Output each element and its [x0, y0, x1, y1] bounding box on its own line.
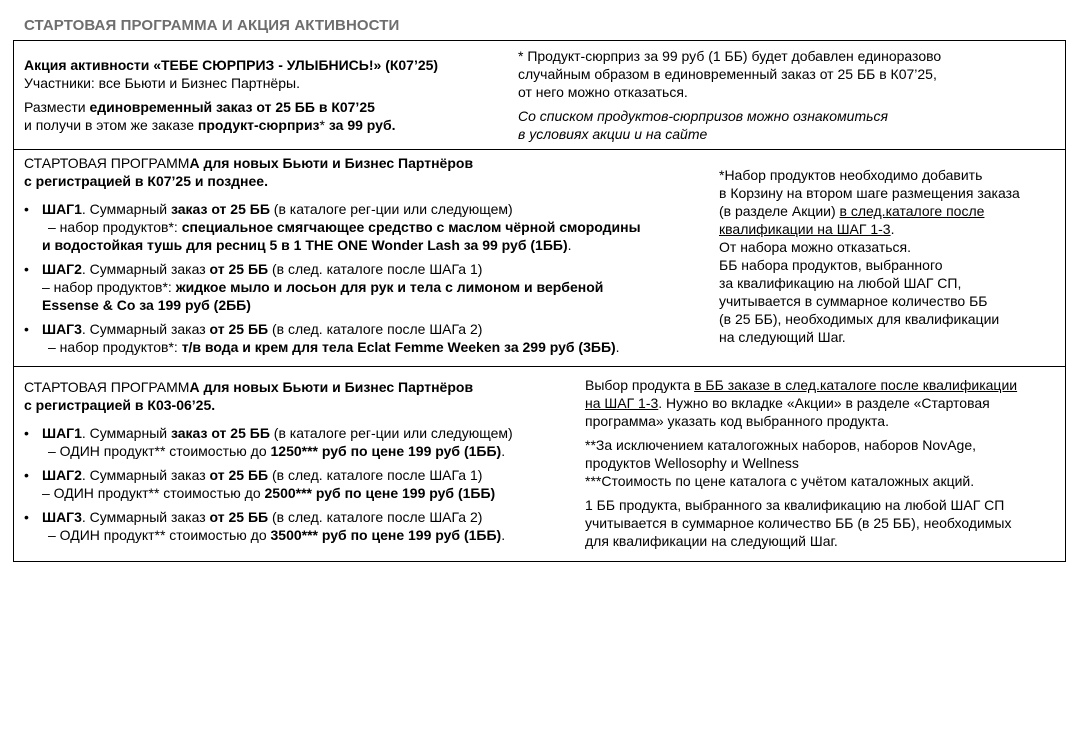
bullet-icon: •	[24, 509, 29, 525]
bullet-icon: •	[24, 261, 29, 277]
section-heading: СТАРТОВАЯ ПРОГРАММА для новых Бьюти и Бизнес Партнёров	[24, 379, 474, 395]
activity-promo-offer-line2: и получи в этом же заказе продукт-сюрприз* за 99 руб.	[24, 117, 396, 133]
step-1: • ШАГ1. Суммарный заказ от 25 ББ (в каталоге рег-ции или следующем) – ОДИН продукт** стоимостью до 1250*** руб по цене 199 руб (1ББ).	[24, 425, 513, 459]
note-line: учитывается в суммарное количество ББ (в 25 ББ), необходимых	[585, 515, 1012, 531]
note-line: Выбор продукта в ББ заказе в след.каталоге после квалификации	[585, 377, 1018, 393]
activity-promo-heading: Акция активности «ТЕБЕ СЮРПРИЗ - УЛЫБНИСЬ!» (К07’25)	[24, 57, 439, 73]
step-2: • ШАГ2. Суммарный заказ от 25 ББ (в след. каталоге после ШАГа 1) – ОДИН продукт** стоимостью до 2500*** руб по цене 199 руб (1ББ)	[24, 467, 496, 501]
note-line: (в 25 ББ), необходимых для квалификации	[719, 311, 1000, 327]
section-heading: СТАРТОВАЯ ПРОГРАММА для новых Бьюти и Бизнес Партнёров	[24, 155, 474, 171]
starter-program-k07-section	[14, 149, 1065, 367]
note-line: От набора можно отказаться.	[719, 239, 912, 255]
step-2: • ШАГ2. Суммарный заказ от 25 ББ (в след. каталоге после ШАГа 1) – набор продуктов*: жидкое мыло и лосьон для рук и тела с лимоном и вербеной Essense & Co за 199 руб (2ББ)	[24, 261, 604, 313]
starter-program-k07-main	[24, 154, 714, 356]
activity-promo-main	[24, 56, 504, 134]
note-line: от него можно отказаться.	[518, 84, 688, 100]
note-line: продуктов Wellosophy и Wellness	[585, 455, 799, 471]
section-heading-line2: с регистрацией в К07’25 и позднее.	[24, 173, 268, 189]
starter-program-k03-section	[14, 366, 1065, 562]
note-line: 1 ББ продукта, выбранного за квалификацию на любой ШАГ СП	[585, 497, 1005, 513]
bullet-icon: •	[24, 467, 29, 483]
bullet-icon: •	[24, 201, 29, 217]
bullet-icon: •	[24, 321, 29, 337]
step-3: • ШАГ3. Суммарный заказ от 25 ББ (в след. каталоге после ШАГа 2) – набор продуктов*: т/в вода и крем для тела Eclat Femme Weeken за 299 руб (3ББ).	[24, 321, 620, 355]
note-line: (в разделе Акции) в след.каталоге после	[719, 203, 985, 219]
starter-program-k07-note	[719, 166, 1064, 346]
activity-promo-note	[518, 47, 1058, 143]
starter-program-k03-note	[585, 376, 1063, 550]
note-line: в Корзину на втором шаге размещения заказа	[719, 185, 1020, 201]
note-line: ***Стоимость по цене каталога с учётом каталожных акций.	[585, 473, 975, 489]
note-line: для квалификации на следующий Шаг.	[585, 533, 838, 549]
bullet-icon: •	[24, 425, 29, 441]
note-line: ББ набора продуктов, выбранного	[719, 257, 943, 273]
note-line: на следующий Шаг.	[719, 329, 846, 345]
section-heading-line2: с регистрацией в К03-06’25.	[24, 397, 216, 413]
note-line: случайным образом в единовременный заказ от 25 ББ в К07’25,	[518, 66, 937, 82]
note-italic-line: в условиях акции и на сайте	[518, 126, 708, 142]
note-line: учитывается в суммарное количество ББ	[719, 293, 988, 309]
note-line: квалификации на ШАГ 1-3.	[719, 221, 895, 237]
content-frame	[13, 40, 1066, 562]
note-italic-line: Со списком продуктов-сюрпризов можно ознакомиться	[518, 108, 888, 124]
activity-promo-participants: Участники: все Бьюти и Бизнес Партнёры.	[24, 75, 300, 91]
note-line: программа» указать код выбранного продукта.	[585, 413, 889, 429]
note-line: * Продукт-сюрприз за 99 руб (1 ББ) будет добавлен единоразово	[518, 48, 942, 64]
activity-promo-offer: Размести единовременный заказ от 25 ББ в К07’25	[24, 99, 375, 115]
step-3: • ШАГ3. Суммарный заказ от 25 ББ (в след. каталоге после ШАГа 2) – ОДИН продукт** стоимостью до 3500*** руб по цене 199 руб (1ББ).	[24, 509, 506, 543]
step-1: • ШАГ1. Суммарный заказ от 25 ББ (в каталоге рег-ции или следующем) – набор продуктов*: специальное смягчающее средство с маслом чёрной смородины и водостойкая тушь для ресниц 5 в 1 THE ONE Wonder Lash за 99 руб (1ББ).	[24, 201, 641, 253]
note-line: на ШАГ 1-3. Нужно во вкладке «Акции» в разделе «Стартовая	[585, 395, 990, 411]
starter-program-k03-main	[24, 378, 584, 544]
note-line: за квалификацию на любой ШАГ СП,	[719, 275, 962, 291]
page-title: СТАРТОВАЯ ПРОГРАММА И АКЦИЯ АКТИВНОСТИ	[24, 17, 400, 34]
note-line: *Набор продуктов необходимо добавить	[719, 167, 983, 183]
note-line: **За исключением каталогожных наборов, наборов NovAge,	[585, 437, 976, 453]
activity-promo-section	[14, 41, 1065, 150]
